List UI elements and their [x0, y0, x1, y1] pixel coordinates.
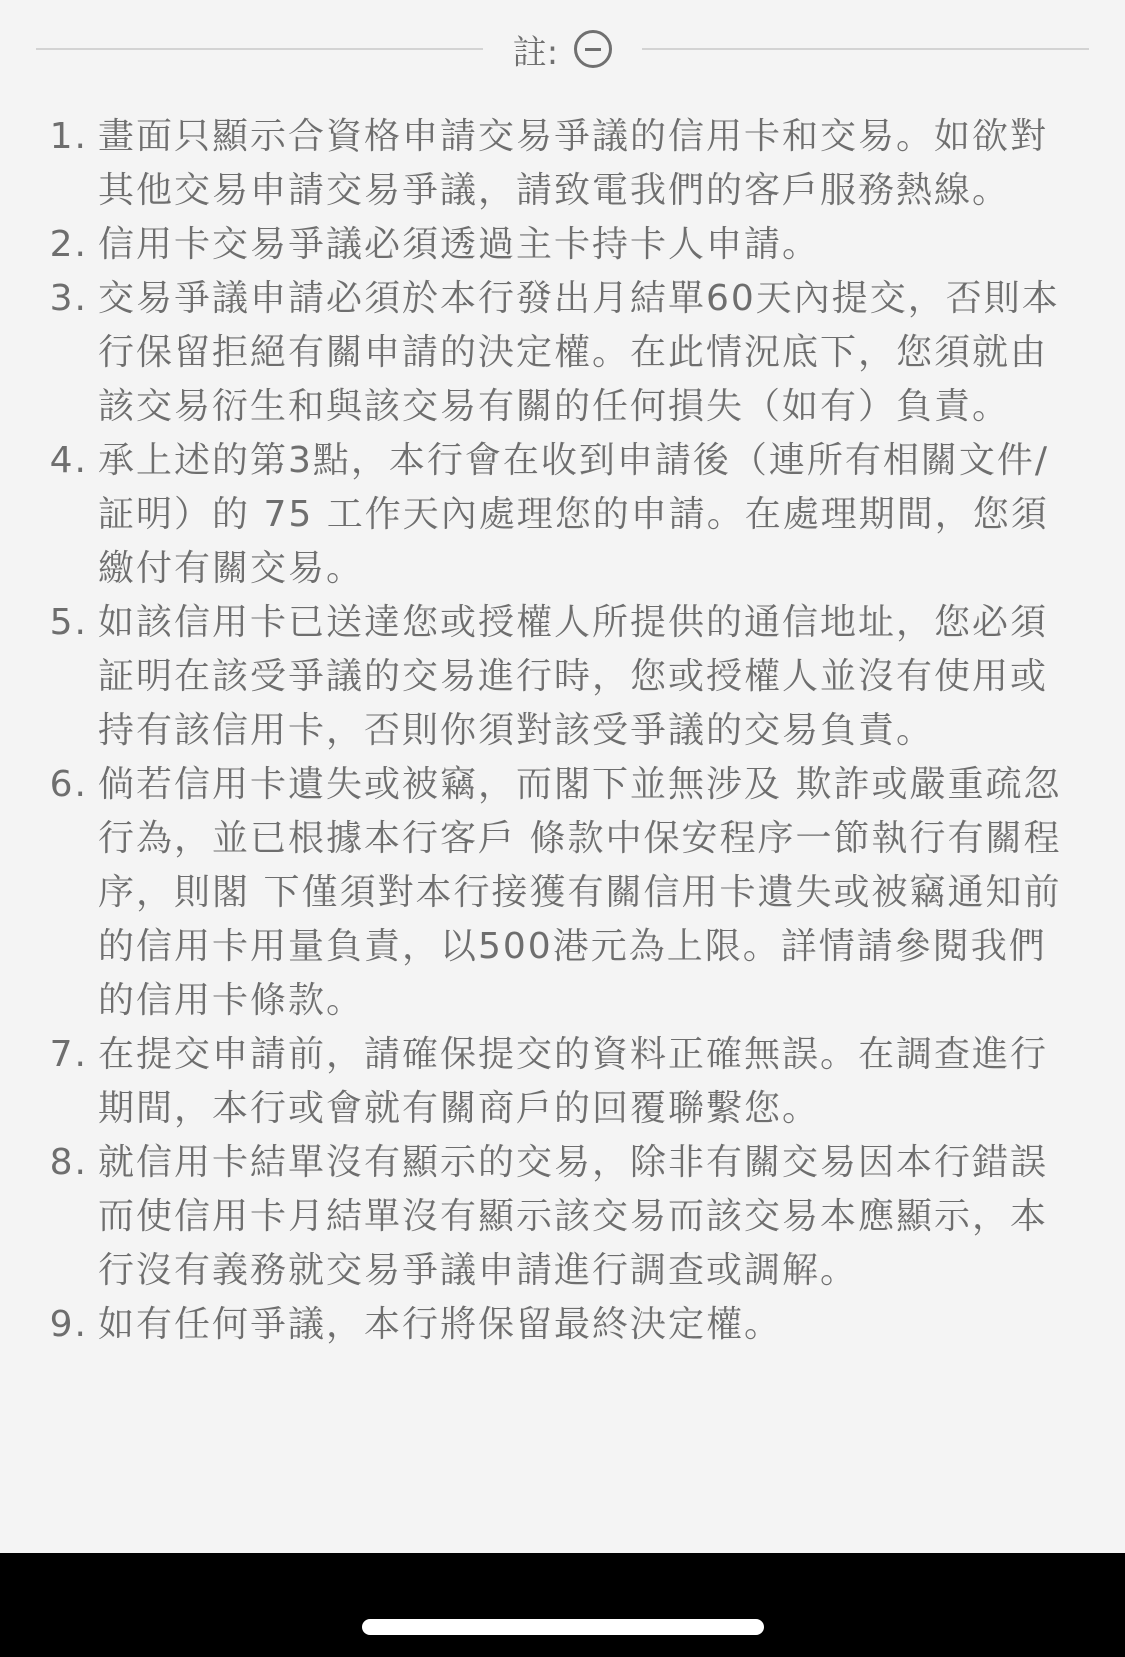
note-text: 承上述的第3點，本行會在收到申請後（連所有相關文件/証明）的 75 工作天內處理您的申請。在處理期間，您須繳付有關交易。 — [98, 440, 1050, 589]
notes-header — [36, 22, 1089, 76]
notes-toggle[interactable] — [483, 25, 642, 74]
note-text: 畫面只顯示合資格申請交易爭議的信用卡和交易。如欲對其他交易申請交易爭議，請致電我們的客戶服務熱線。 — [98, 116, 1049, 211]
system-navigation-bar — [0, 1553, 1125, 1657]
minus-circle-icon[interactable] — [574, 30, 612, 68]
list-item — [36, 1298, 1076, 1352]
note-text: 在提交申請前，請確保提交的資料正確無誤。在調查進行期間，本行或會就有關商戶的回覆聯繫您。 — [98, 1034, 1049, 1129]
list-item — [36, 218, 1076, 272]
right-divider — [642, 48, 1089, 50]
list-item — [36, 434, 1076, 596]
list-item — [36, 596, 1076, 758]
note-number: 5. — [49, 602, 88, 643]
home-indicator[interactable] — [362, 1619, 764, 1635]
list-item — [36, 272, 1076, 434]
note-number: 1. — [49, 116, 88, 157]
note-number: 2. — [49, 224, 88, 265]
note-text: 就信用卡結單沒有顯示的交易，除非有關交易因本行錯誤而使信用卡月結單沒有顯示該交易而該交易本應顯示，本行沒有義務就交易爭議申請進行調查或調解。 — [98, 1142, 1049, 1291]
list-item — [36, 110, 1076, 218]
note-text: 如有任何爭議，本行將保留最終決定權。 — [98, 1304, 783, 1345]
note-number: 8. — [49, 1142, 88, 1183]
list-item — [36, 758, 1076, 1028]
note-text: 信用卡交易爭議必須透過主卡持卡人申請。 — [98, 224, 821, 265]
note-number: 3. — [49, 278, 88, 319]
notes-title: 註: — [512, 32, 559, 73]
note-number: 4. — [49, 440, 88, 481]
note-text: 如該信用卡已送達您或授權人所提供的通信地址，您必須証明在該受爭議的交易進行時，您或授權人並沒有使用或持有該信用卡，否則你須對該受爭議的交易負責。 — [98, 602, 1049, 751]
note-number: 9. — [49, 1304, 88, 1345]
list-item — [36, 1028, 1076, 1136]
note-number: 6. — [49, 764, 88, 805]
note-text: 倘若信用卡遺失或被竊，而閣下並無涉及 欺詐或嚴重疏忽行為，並已根據本行客戶 條款中保安程序一節執行有關程序，則閣 下僅須對本行接獲有關信用卡遺失或被竊通知前的信用卡用量負責，以500港元為上限。詳情請參閱我們的信用卡條款。 — [98, 764, 1062, 1021]
list-item — [36, 1136, 1076, 1298]
note-text: 交易爭議申請必須於本行發出月結單60天內提交，否則本行保留拒絕有關申請的決定權。在此情況底下，您須就由該交易衍生和與該交易有關的任何損失（如有）負責。 — [98, 278, 1060, 427]
note-number: 7. — [49, 1034, 88, 1075]
left-divider — [36, 48, 483, 50]
notes-list — [36, 110, 1076, 1352]
